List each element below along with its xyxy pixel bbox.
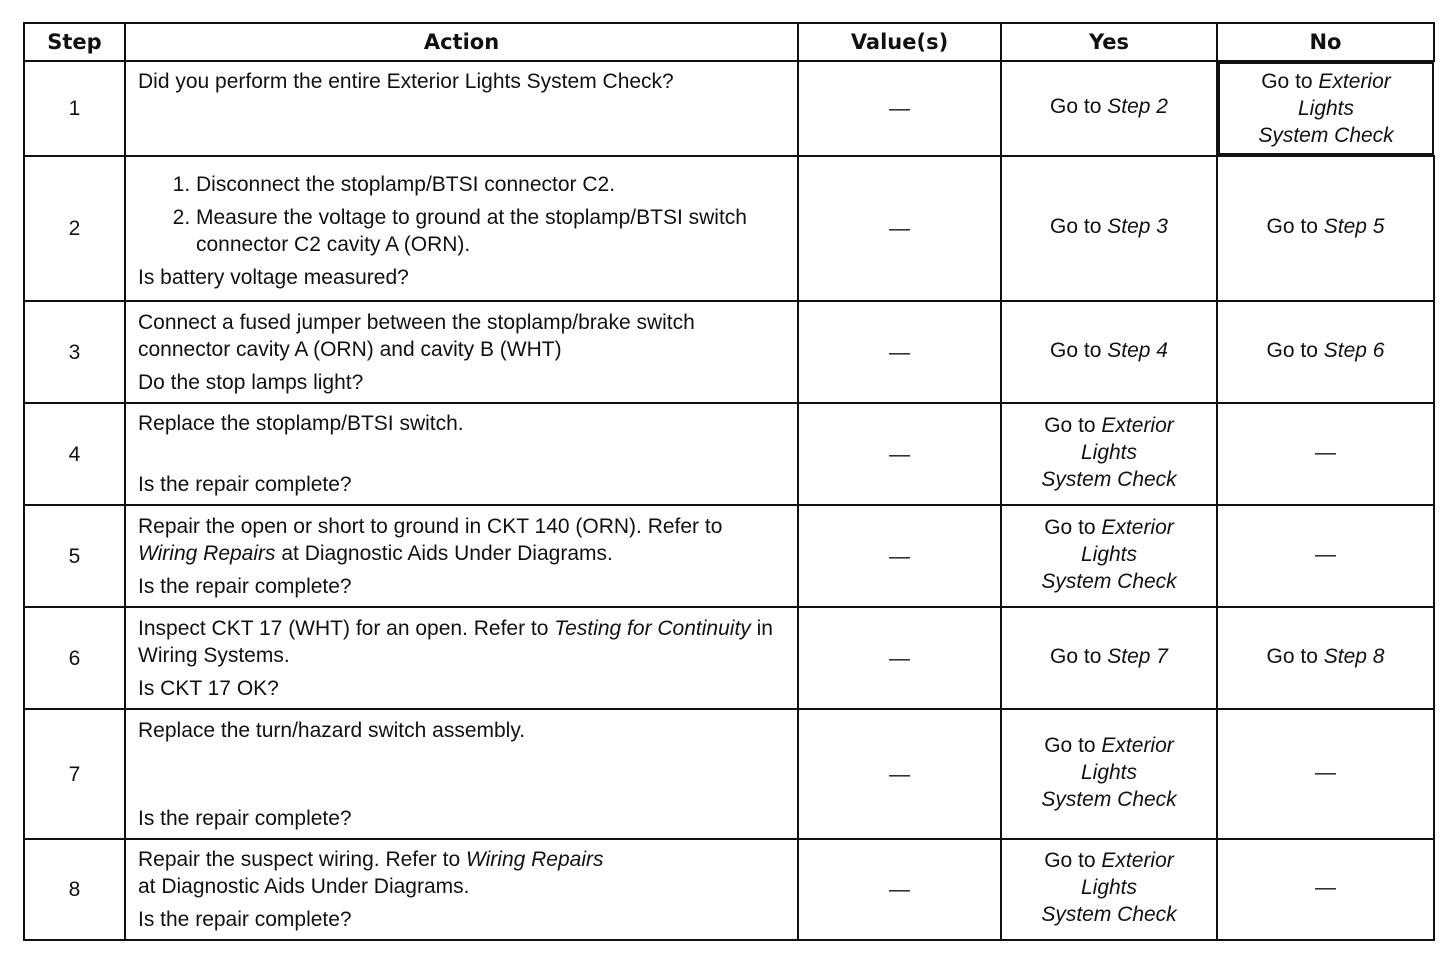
yes-cell [1001, 505, 1217, 607]
yes-prefix: Go to [1044, 515, 1102, 539]
question-text: Is battery voltage measured? [138, 265, 409, 289]
value-cell: — [798, 156, 1001, 301]
yes-cell [1001, 403, 1217, 505]
no-prefix: Go to [1261, 70, 1319, 93]
yes-cell [1001, 301, 1217, 403]
no-ref: Step 6 [1323, 338, 1385, 362]
yes-prefix: Go to [1044, 733, 1102, 757]
yes-ref: Step 7 [1107, 644, 1168, 668]
header-values: Value(s) [798, 23, 1001, 61]
yes-ref-line3: System Check [1041, 569, 1177, 593]
header-row [24, 23, 1434, 61]
action-text [138, 615, 787, 669]
no-prefix: Go to [1266, 644, 1324, 668]
header-step: Step [24, 23, 125, 61]
substep-item: 2. Measure the voltage to ground at the stoplamp/BTSI switch connector C2 cavity A (ORN). [196, 204, 787, 258]
no-ref-line3: System Check [1258, 124, 1394, 147]
no-cell [1217, 156, 1434, 301]
header-yes: Yes [1001, 23, 1217, 61]
no-cell: — [1217, 839, 1434, 940]
yes-cell [1001, 61, 1217, 156]
no-cell [1217, 301, 1434, 403]
diagnostic-table [23, 22, 1435, 941]
no-prefix: Go to [1266, 338, 1324, 362]
yes-prefix: Go to [1044, 413, 1102, 437]
yes-ref: Step 2 [1107, 95, 1168, 118]
action-text: Replace the stoplamp/BTSI switch. [138, 412, 464, 435]
value-cell: — [798, 709, 1001, 839]
yes-prefix: Go to [1044, 849, 1102, 872]
yes-ref-line3: System Check [1041, 787, 1177, 811]
table-row [24, 61, 1434, 156]
table-row [24, 505, 1434, 607]
no-cell [1217, 607, 1434, 709]
value-cell: — [798, 61, 1001, 156]
action-ref: Testing for Continuity [554, 616, 751, 640]
question-text: Do the stop lamps light? [138, 370, 364, 394]
action-cell [125, 301, 798, 403]
table-row [24, 156, 1434, 301]
yes-cell [1001, 709, 1217, 839]
header-no: No [1217, 23, 1434, 61]
yes-ref-line2: Lights [1080, 440, 1138, 464]
table-row [24, 709, 1434, 839]
action-cell [125, 403, 798, 505]
step-number: 8 [24, 839, 125, 940]
table-row [24, 403, 1434, 505]
question-text: Is the repair complete? [138, 574, 352, 598]
action-text-a: Inspect CKT 17 (WHT) for an open. Refer to [138, 616, 555, 640]
yes-ref: Step 3 [1107, 215, 1168, 238]
yes-prefix: Go to [1050, 338, 1108, 362]
step-number: 4 [24, 403, 125, 505]
no-cell: — [1217, 403, 1434, 505]
action-text: Connect a fused jumper between the stoplamp/brake switch connector cavity A (ORN) and cavity B (WHT) [138, 310, 695, 361]
action-cell [125, 156, 798, 301]
yes-prefix: Go to [1050, 644, 1108, 668]
table-row [24, 607, 1434, 709]
no-cell: — [1217, 505, 1434, 607]
step-number: 3 [24, 301, 125, 403]
action-text [138, 513, 787, 567]
value-cell: — [798, 607, 1001, 709]
table-row [24, 839, 1434, 940]
step-number: 2 [24, 156, 125, 301]
no-prefix: Go to [1266, 215, 1324, 238]
action-text: Did you perform the entire Exterior Lights System Check? [138, 70, 674, 93]
no-cell [1218, 62, 1434, 155]
value-cell: — [798, 301, 1001, 403]
yes-ref: Exterior [1101, 413, 1174, 437]
question-text: Is CKT 17 OK? [138, 676, 279, 700]
yes-ref-line2: Lights [1080, 876, 1138, 899]
action-text [138, 846, 787, 900]
yes-prefix: Go to [1050, 95, 1108, 118]
action-ref: Wiring Repairs [138, 541, 276, 565]
yes-ref: Exterior [1101, 849, 1174, 872]
substep-item: 1. Disconnect the stoplamp/BTSI connector C2. [196, 171, 787, 198]
action-text-a: Repair the open or short to ground in CKT 140 (ORN). Refer to [138, 514, 723, 538]
question-text: Is the repair complete? [138, 473, 352, 496]
yes-ref-line2: Lights [1080, 542, 1138, 566]
yes-cell [1001, 839, 1217, 940]
yes-ref-line3: System Check [1041, 467, 1177, 491]
substep-list [138, 171, 787, 258]
action-text-b: at Diagnostic Aids Under Diagrams. [275, 541, 613, 565]
table-row [24, 301, 1434, 403]
question-text: Is the repair complete? [138, 908, 352, 931]
step-number: 7 [24, 709, 125, 839]
header-action: Action [125, 23, 798, 61]
action-cell [125, 61, 798, 156]
yes-cell [1001, 156, 1217, 301]
action-cell [125, 505, 798, 607]
action-text-a: Repair the suspect wiring. Refer to [138, 848, 466, 871]
value-cell: — [798, 839, 1001, 940]
no-cell: — [1217, 709, 1434, 839]
question-text: Is the repair complete? [138, 806, 352, 830]
step-number: 5 [24, 505, 125, 607]
yes-ref-line3: System Check [1041, 903, 1177, 926]
no-ref: Exterior [1318, 70, 1391, 93]
yes-ref: Exterior [1101, 733, 1174, 757]
yes-ref: Step 4 [1107, 338, 1168, 362]
value-cell: — [798, 403, 1001, 505]
yes-prefix: Go to [1050, 215, 1108, 238]
action-text-b: in Wiring Systems. [138, 616, 773, 667]
no-ref-line2: Lights [1297, 97, 1355, 120]
action-cell [125, 607, 798, 709]
yes-ref-line2: Lights [1080, 760, 1138, 784]
action-ref: Wiring Repairs [465, 848, 604, 871]
value-cell: — [798, 505, 1001, 607]
yes-ref: Exterior [1101, 515, 1174, 539]
step-number: 6 [24, 607, 125, 709]
action-cell [125, 709, 798, 839]
action-text: Replace the turn/hazard switch assembly. [138, 718, 526, 742]
no-ref: Step 8 [1323, 644, 1385, 668]
step-number: 1 [24, 61, 125, 156]
action-cell [125, 839, 798, 940]
yes-cell [1001, 607, 1217, 709]
no-ref: Step 5 [1323, 215, 1385, 238]
action-text-b: at Diagnostic Aids Under Diagrams. [138, 875, 470, 898]
